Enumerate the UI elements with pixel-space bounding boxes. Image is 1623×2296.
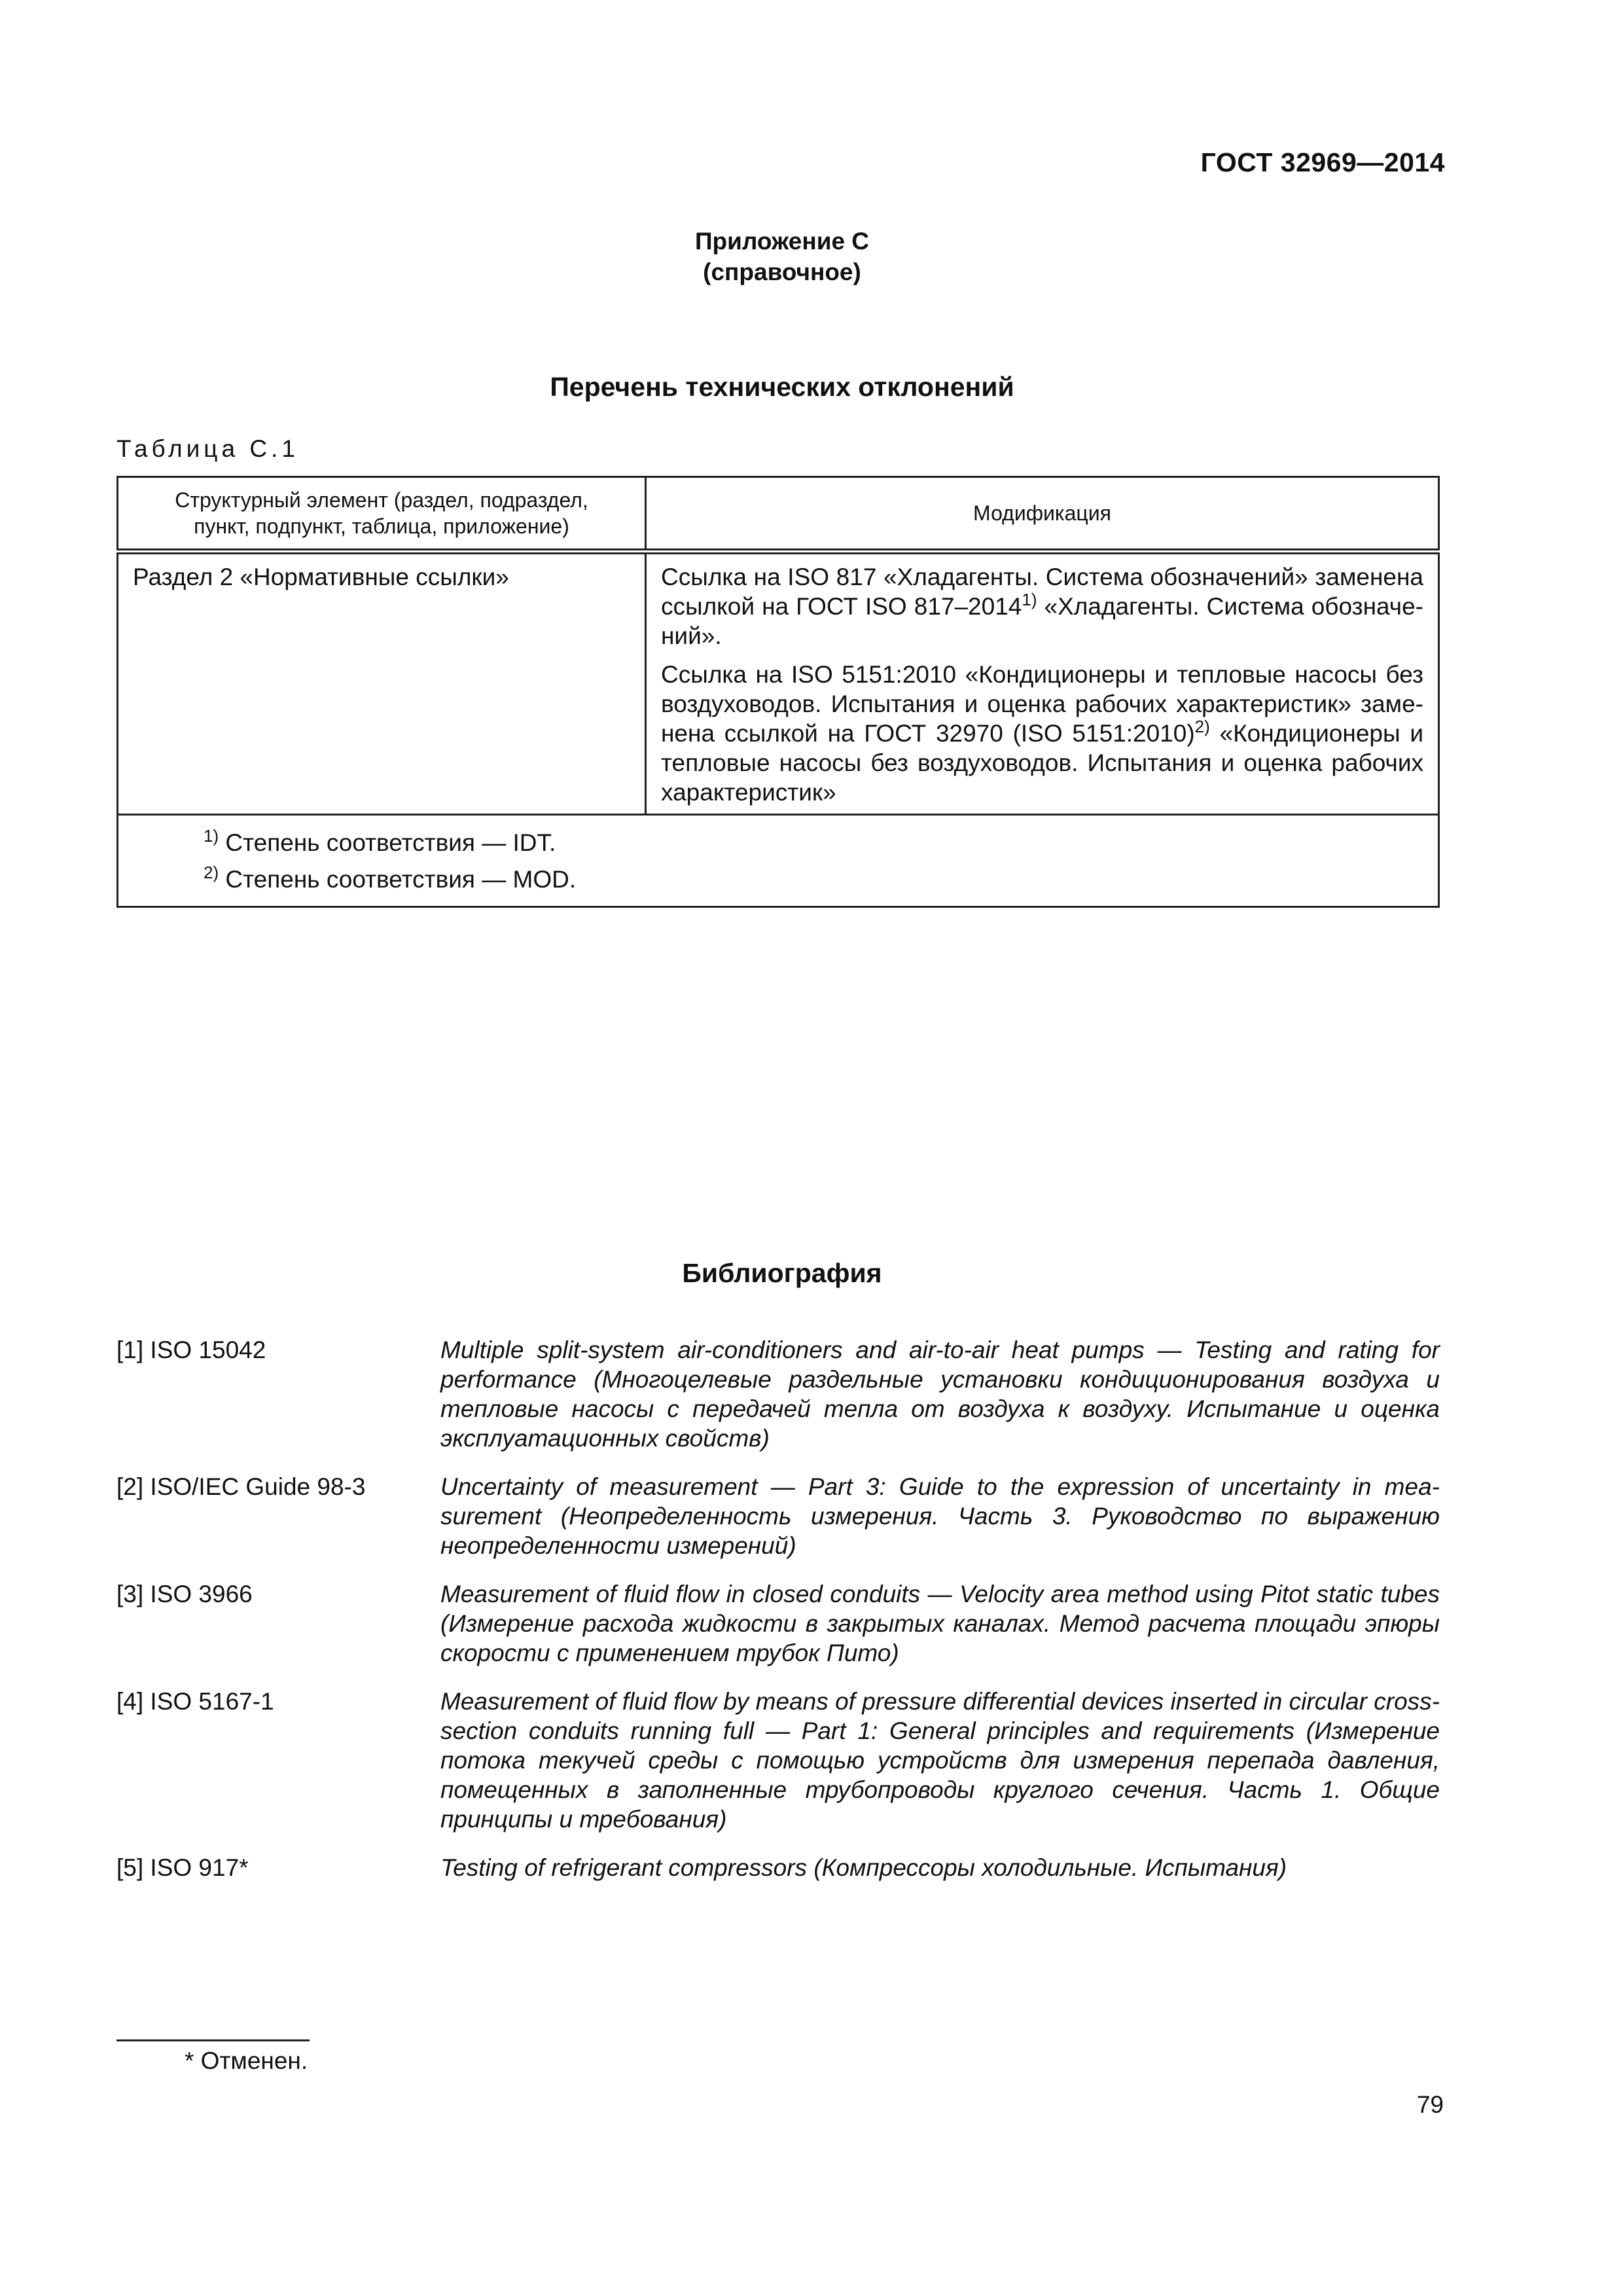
column-header-element-text: Структурный элемент (раздел, подраздел, пункт, подпункт, таблица, приложение) — [175, 488, 588, 538]
table-cell-element: Раздел 2 «Нормативные ссылки» — [118, 552, 646, 815]
bibliography-desc: Measurement of fluid flow in closed conduits — Velocity area method using Pitot static tubes (Измерение расхода жидкости в закрытых каналах. Метод расчета площади эпюры скорости с применением трубок Пито) — [440, 1581, 1440, 1666]
annex-title-line1: Приложение С — [694, 228, 870, 255]
table-footnote — [204, 825, 1438, 861]
footnote-text: Степень соответствия — MOD. — [219, 866, 577, 893]
footnote-mark: 1) — [204, 826, 219, 846]
bibliography-desc: Uncertainty of measurement — Part 3: Guide to the expression of uncertainty in measurement (Неопределенность измерения. Часть 3. Руководство по выражению неопределенности измерений) — [440, 1473, 1440, 1559]
bibliography-item — [116, 1579, 1440, 1668]
footnote-marker: 2) — [1194, 717, 1210, 736]
document-code: ГОСТ 32969—2014 — [1200, 147, 1445, 177]
bibliography-desc: Testing of refrigerant compressors (Компрессоры холодильные. Испытания) — [440, 1854, 1287, 1881]
column-header-element — [118, 477, 646, 552]
table-cell-modification — [646, 552, 1439, 815]
annex-title-line2: (справочное) — [703, 259, 861, 285]
table-row — [118, 552, 1439, 815]
footnote-mark: 2) — [204, 863, 219, 882]
bibliography-item — [116, 1472, 1440, 1560]
page-footnote: * Отменен. — [185, 2047, 308, 2074]
deviations-title: Перечень технических отклонений — [550, 372, 1014, 402]
bibliography-list — [116, 1335, 1440, 1901]
bibliography-ref: [5] ISO 917* — [116, 1854, 249, 1881]
bibliography-desc: Measurement of fluid flow by means of pressure differential devices inserted in circular cross-section conduits running full — Part 1: General principles and requirements (Измерение потока текучей среды с помощью устройств для измерения перепада давления, помещенных в заполненные трубопроводы круглого сечения. Часть 1. Общие принципы и требования) — [440, 1688, 1440, 1833]
bibliography-item — [116, 1335, 1440, 1453]
bibliography-ref: [4] ISO 5167-1 — [116, 1688, 274, 1715]
column-header-modification: Модификация — [646, 477, 1439, 552]
footnote-divider — [116, 2039, 310, 2041]
modification-text: «Кондиционеры и тепловые насосы без воздуховодов. Испытания и оценка рабочих характеристик» — [661, 720, 1423, 806]
modification-text: Ссылка на ISO 5151:2010 «Кондиционеры и тепловые насосы без воздуховодов. Испытания и оценка рабочих характеристик» заменена ссылкой на ГОСТ 32970 (ISO 5151:2010) — [661, 661, 1423, 747]
bibliography-ref: [2] ISO/IEC Guide 98-3 — [116, 1473, 366, 1500]
modification-text: Ссылка на ISO 817 «Хладагенты. Система обозначений» заменена ссылкой на ГОСТ ISO 817–2014 — [661, 564, 1423, 620]
table-footnotes-row — [118, 815, 1439, 907]
modification-text: «Хладагенты. Система обозначений». — [661, 593, 1423, 649]
bibliography-ref: [1] ISO 15042 — [116, 1336, 266, 1363]
table-footnotes — [118, 815, 1439, 907]
page-number: 79 — [1416, 2091, 1444, 2118]
bibliography-ref: [3] ISO 3966 — [116, 1581, 253, 1607]
modification-paragraph-2 — [661, 660, 1423, 807]
table-header-row — [118, 477, 1439, 552]
table-caption: Таблица С.1 — [116, 435, 299, 462]
table-footnote — [204, 861, 1438, 898]
bibliography-desc: Multiple split-system air-conditioners and air-to-air heat pumps — Testing and rating for performance (Многоцелевые раздельные установки кондиционирования воздуха и тепловые насосы с передачей тепла от воздуха к воздуху. Испытание и оценка эксплуатационных свойств) — [440, 1336, 1440, 1452]
deviations-table — [116, 476, 1440, 908]
bibliography-item — [116, 1853, 1440, 1882]
footnote-text: Степень соответствия — IDT. — [219, 829, 556, 856]
bibliography-item — [116, 1687, 1440, 1834]
modification-paragraph-1 — [661, 562, 1423, 651]
bibliography-title: Библиография — [682, 1258, 882, 1288]
footnote-marker: 1) — [1022, 590, 1037, 609]
annex-title — [0, 226, 1564, 287]
